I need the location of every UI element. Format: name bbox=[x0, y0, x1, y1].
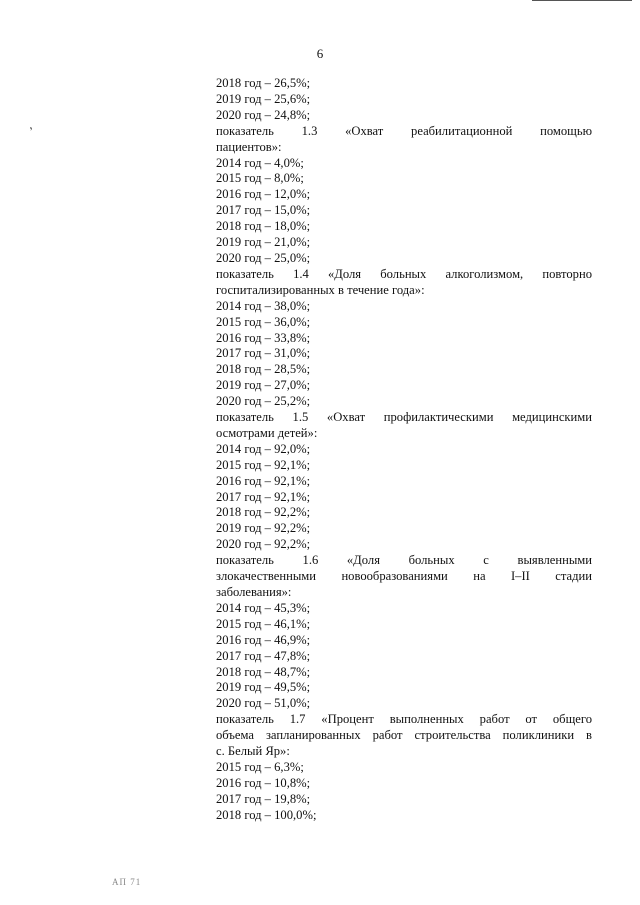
year-value-line: 2019 год – 25,6%; bbox=[216, 91, 311, 106]
year-value-line: 2018 год – 28,5%; bbox=[216, 362, 311, 377]
indicator-title-line: злокачественными новообразованиями на I–II стадии bbox=[216, 569, 592, 584]
year-value-line: 2020 год – 25,2%; bbox=[216, 394, 311, 409]
year-value-line: 2015 год – 6,3%; bbox=[216, 759, 304, 774]
footer-code: АП 71 bbox=[112, 877, 142, 887]
year-value-line: 2020 год – 92,2%; bbox=[216, 537, 311, 552]
year-value-line: 2019 год – 21,0%; bbox=[216, 235, 311, 250]
year-value-line: 2016 год – 10,8%; bbox=[216, 775, 311, 790]
year-value-line: 2016 год – 46,9%; bbox=[216, 632, 311, 647]
year-value-line: 2014 год – 45,3%; bbox=[216, 600, 311, 615]
year-value-line: 2019 год – 92,2%; bbox=[216, 521, 311, 536]
year-value-line: 2014 год – 4,0%; bbox=[216, 155, 304, 170]
indicator-title-end: с. Белый Яр»: bbox=[216, 744, 290, 759]
indicator-title-line: показатель 1.7 «Процент выполненных работ от общего bbox=[216, 712, 592, 727]
document-body bbox=[216, 76, 592, 824]
year-value-line: 2017 год – 47,8%; bbox=[216, 648, 311, 663]
year-value-line: 2014 год – 38,0%; bbox=[216, 298, 311, 313]
year-value-line: 2015 год – 46,1%; bbox=[216, 616, 311, 631]
indicator-title-end: осмотрами детей»: bbox=[216, 425, 318, 440]
year-value-line: 2020 год – 51,0%; bbox=[216, 696, 311, 711]
year-value-line: 2019 год – 27,0%; bbox=[216, 378, 311, 393]
indicator-title-line: показатель 1.3 «Охват реабилитационной помощью bbox=[216, 123, 592, 138]
indicator-title-line: показатель 1.5 «Охват профилактическими медицинскими bbox=[216, 410, 592, 425]
year-value-line: 2018 год – 92,2%; bbox=[216, 505, 311, 520]
year-value-line: 2018 год – 100,0%; bbox=[216, 807, 317, 822]
year-value-line: 2015 год – 36,0%; bbox=[216, 314, 311, 329]
year-value-line: 2015 год – 8,0%; bbox=[216, 171, 304, 186]
year-value-line: 2019 год – 49,5%; bbox=[216, 680, 311, 695]
year-value-line: 2018 год – 48,7%; bbox=[216, 664, 311, 679]
year-value-line: 2016 год – 12,0%; bbox=[216, 187, 311, 202]
year-value-line: 2015 год – 92,1%; bbox=[216, 457, 311, 472]
year-value-line: 2016 год – 92,1%; bbox=[216, 473, 311, 488]
year-value-line: 2017 год – 92,1%; bbox=[216, 489, 311, 504]
year-value-line: 2018 год – 18,0%; bbox=[216, 219, 311, 234]
year-value-line: 2020 год – 25,0%; bbox=[216, 250, 311, 265]
page-number: 6 bbox=[316, 46, 324, 61]
year-value-line: 2020 год – 24,8%; bbox=[216, 107, 311, 122]
indicator-title-end: заболевания»: bbox=[216, 585, 292, 599]
year-value-line: 2017 год – 15,0%; bbox=[216, 203, 311, 218]
indicator-title-line: объема запланированных работ строительства поликлиники в bbox=[216, 728, 592, 743]
indicator-title-line: показатель 1.6 «Доля больных с выявленными bbox=[216, 553, 592, 568]
indicator-title-line: показатель 1.4 «Доля больных алкоголизмом, повторно bbox=[216, 266, 592, 281]
year-value-line: 2016 год – 33,8%; bbox=[216, 330, 311, 345]
year-value-line: 2017 год – 31,0%; bbox=[216, 346, 311, 361]
indicator-title-end: пациентов»: bbox=[216, 139, 282, 154]
top-rule bbox=[532, 0, 632, 1]
year-value-line: 2017 год – 19,8%; bbox=[216, 791, 311, 806]
margin-mark: ’ bbox=[27, 123, 37, 139]
indicator-title-end: госпитализированных в течение года»: bbox=[216, 282, 425, 297]
year-value-line: 2018 год – 26,5%; bbox=[216, 76, 311, 90]
year-value-line: 2014 год – 92,0%; bbox=[216, 441, 311, 456]
